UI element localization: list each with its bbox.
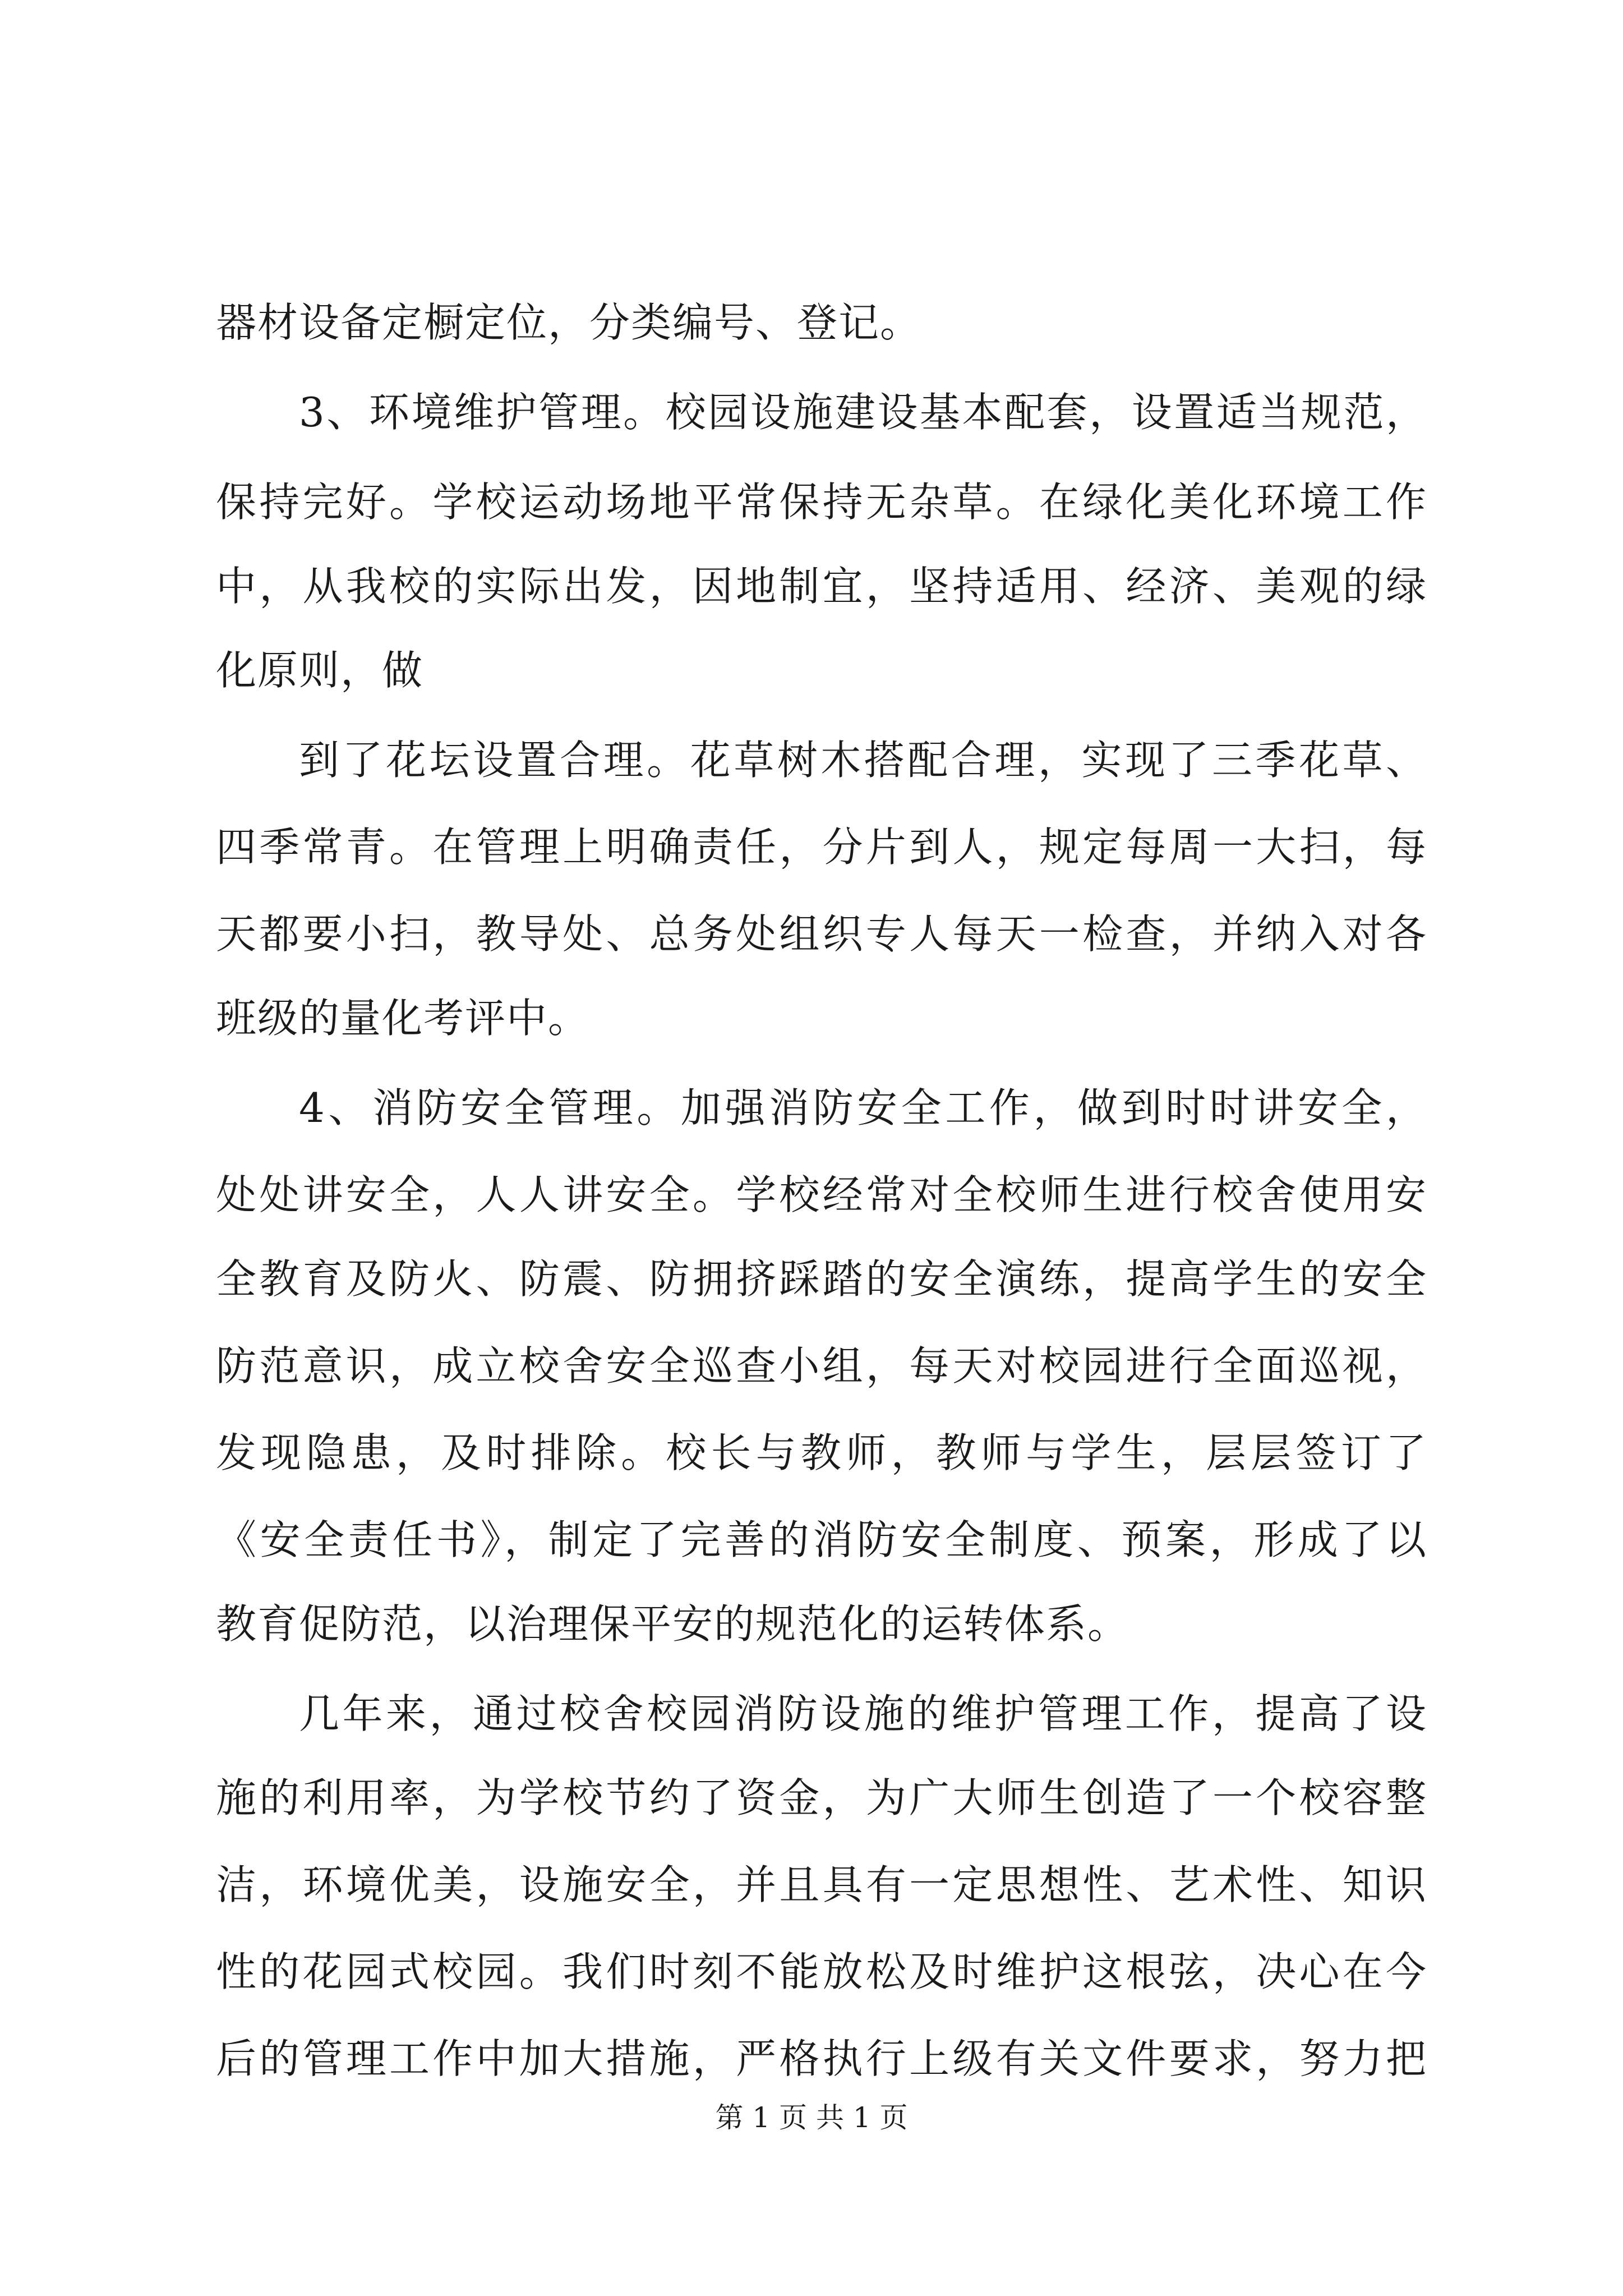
text-line: 几年来，通过校舍校园消防设施的维护管理工作，提高了设: [299, 1690, 1427, 1737]
text-line: 中，从我校的实际出发，因地制宜，坚持适用、经济、美观的绿: [216, 563, 1427, 610]
text-line: 防范意识，成立校舍安全巡查小组，每天对校园进行全面巡视，: [216, 1342, 1427, 1389]
text-line: 洁，环境优美，设施安全，并且具有一定思想性、艺术性、知识: [216, 1861, 1427, 1908]
text-line: 天都要小扫，教导处、总务处组织专人每天一检查，并纳入对各: [216, 910, 1427, 958]
text-line: 发现隐患，及时排除。校长与教师，教师与学生，层层签订了: [216, 1429, 1427, 1476]
text-line: 教育促防范，以治理保平安的规范化的运转体系。: [216, 1600, 1129, 1648]
text-line: 班级的量化考评中。: [216, 995, 590, 1042]
text-line: 器材设备定橱定位，分类编号、登记。: [216, 299, 922, 346]
text-line: 全教育及防火、防震、防拥挤踩踏的安全演练，提高学生的安全: [216, 1255, 1427, 1303]
text-line: 施的利用率，为学校节约了资金，为广大师生创造了一个校容整: [216, 1774, 1427, 1821]
text-line: 到了花坛设置合理。花草树木搭配合理，实现了三季花草、: [299, 737, 1427, 784]
text-line: 后的管理工作中加大措施，严格执行上级有关文件要求，努力把: [216, 2035, 1427, 2082]
text-line: 化原则，做: [216, 647, 424, 694]
text-line: 4、消防安全管理。加强消防安全工作，做到时时讲安全，: [299, 1084, 1427, 1131]
text-line: 3、环境维护管理。校园设施建设基本配套，设置适当规范，: [299, 389, 1427, 436]
text-line: 四季常青。在管理上明确责任，分片到人，规定每周一大扫，每: [216, 823, 1427, 871]
text-line: 《安全责任书》，制定了完善的消防安全制度、预案，形成了以: [216, 1516, 1427, 1563]
page-number-footer: 第 1 页 共 1 页: [715, 2101, 908, 2134]
text-line: 保持完好。学校运动场地平常保持无杂草。在绿化美化环境工作: [216, 478, 1427, 526]
text-line: 处处讲安全，人人讲安全。学校经常对全校师生进行校舍使用安: [216, 1171, 1427, 1218]
text-line: 性的花园式校园。我们时刻不能放松及时维护这根弦，决心在今: [216, 1948, 1427, 1995]
